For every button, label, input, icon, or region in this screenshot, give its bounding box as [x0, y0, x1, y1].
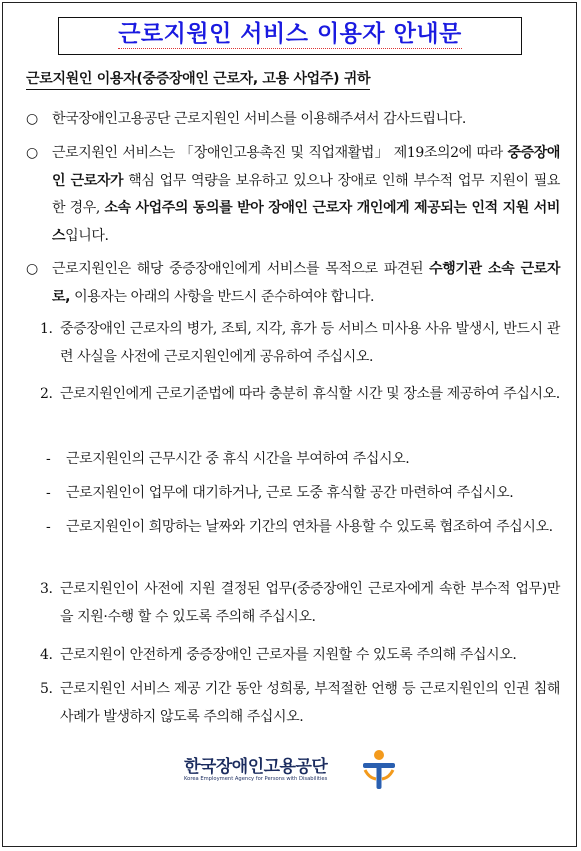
- item-number: 1.: [40, 321, 53, 337]
- item-text: 근로지원인이 사전에 지원 결정된 업무(중증장애인 근로자에게 속한 부수적 업무)만을 지원·수행 할 수 있도록 주의해 주십시오.: [60, 581, 560, 625]
- paragraph-3-bold: 수행기관 소속 근로자로,: [52, 261, 560, 305]
- recipient-line: 근로지원인 이용자(중증장애인 근로자, 고용 사업주) 귀하: [26, 68, 370, 90]
- paragraph-3-part1: 근로지원인은 해당 중증장애인에게 서비스를 목적으로 파견된: [52, 261, 430, 277]
- sub-item-1: [46, 446, 560, 474]
- item-number: 3.: [40, 581, 53, 597]
- list-item-4: [40, 642, 560, 670]
- dash-marker: -: [46, 451, 51, 467]
- sub-item-text: 근로지원인이 업무에 대기하거나, 근로 도중 휴식할 공간 마련하여 주십시오.: [66, 485, 514, 501]
- organization-name: 한국장애인고용공단: [184, 757, 328, 777]
- paragraph-2-bold1: 중증장애인 근로자가: [52, 145, 560, 189]
- item-text: 근로지원인 서비스 제공 기간 동안 성희롱, 부적절한 언행 등 근로지원인의 인권 침해 사례가 발생하지 않도록 주의해 주십시오.: [60, 681, 560, 725]
- circle-bullet: ○: [26, 111, 38, 127]
- paragraph-3: [26, 256, 560, 311]
- page-title: 근로지원인 서비스 이용자 안내문: [118, 21, 462, 47]
- sub-item-text: 근로지원인의 근무시간 중 휴식 시간을 부여하여 주십시오.: [66, 451, 410, 467]
- circle-bullet: ○: [26, 261, 38, 277]
- paragraph-3-text: [52, 256, 560, 311]
- organization-english-name: Korea Employment Agency for Persons with Disabilities: [184, 776, 328, 782]
- item-text: 중증장애인 근로자의 병가, 조퇴, 지각, 휴가 등 서비스 미사용 사유 발생시, 반드시 관련 사실을 사전에 근로지원인에게 공유하여 주십시오.: [60, 321, 560, 365]
- paragraph-2-text: [52, 140, 560, 250]
- paragraph-2: [26, 140, 560, 250]
- list-item-1: [40, 316, 560, 371]
- list-item-5: [40, 676, 560, 731]
- item-number: 5.: [40, 681, 53, 697]
- paragraph-2-part5: 입니다.: [65, 227, 109, 244]
- sub-item-text: 근로지원인이 희망하는 날짜와 기간의 연차를 사용할 수 있도록 협조하여 주십시오.: [66, 519, 553, 535]
- item-number: 4.: [40, 647, 53, 663]
- paragraph-2-part3: 핵심 업무 역량을 보유하고 있으나 장애로 인해 부수적 업무 지원이 필요한 경우,: [52, 172, 560, 216]
- paragraph-2-bold2: 소속 사업주의 동의를 받아 장애인 근로자 개인에게 제공되는 인적 지원 서비스: [52, 200, 560, 244]
- sub-item-3: [46, 514, 560, 542]
- paragraph-3-part3: 이용자는 아래의 사항을 반드시 준수하여야 합니다.: [70, 288, 375, 305]
- dash-marker: -: [46, 519, 51, 535]
- organization-logo: [184, 752, 399, 796]
- dash-marker: -: [46, 485, 51, 501]
- item-text: 근로지원인에게 근로기준법에 따라 충분히 휴식할 시간 및 장소를 제공하여 주십시오.: [60, 386, 560, 402]
- sub-item-2: [46, 480, 560, 508]
- kead-emblem-icon: [359, 748, 399, 792]
- paragraph-1: [26, 106, 560, 134]
- paragraph-2-part1: 근로지원인 서비스는 「장애인고용촉진 및 직업재활법」 제19조의2에 따라: [52, 145, 508, 161]
- paragraph-1-text: 한국장애인고용공단 근로지원인 서비스를 이용해주셔서 감사드립니다.: [52, 111, 466, 127]
- list-item-2: [40, 381, 560, 409]
- list-item-3: [40, 576, 560, 631]
- circle-bullet: ○: [26, 145, 38, 161]
- item-number: 2.: [40, 386, 53, 402]
- title-box: [58, 17, 522, 55]
- item-text: 근로지원이 안전하게 중증장애인 근로자를 지원할 수 있도록 주의해 주십시오.: [60, 647, 517, 663]
